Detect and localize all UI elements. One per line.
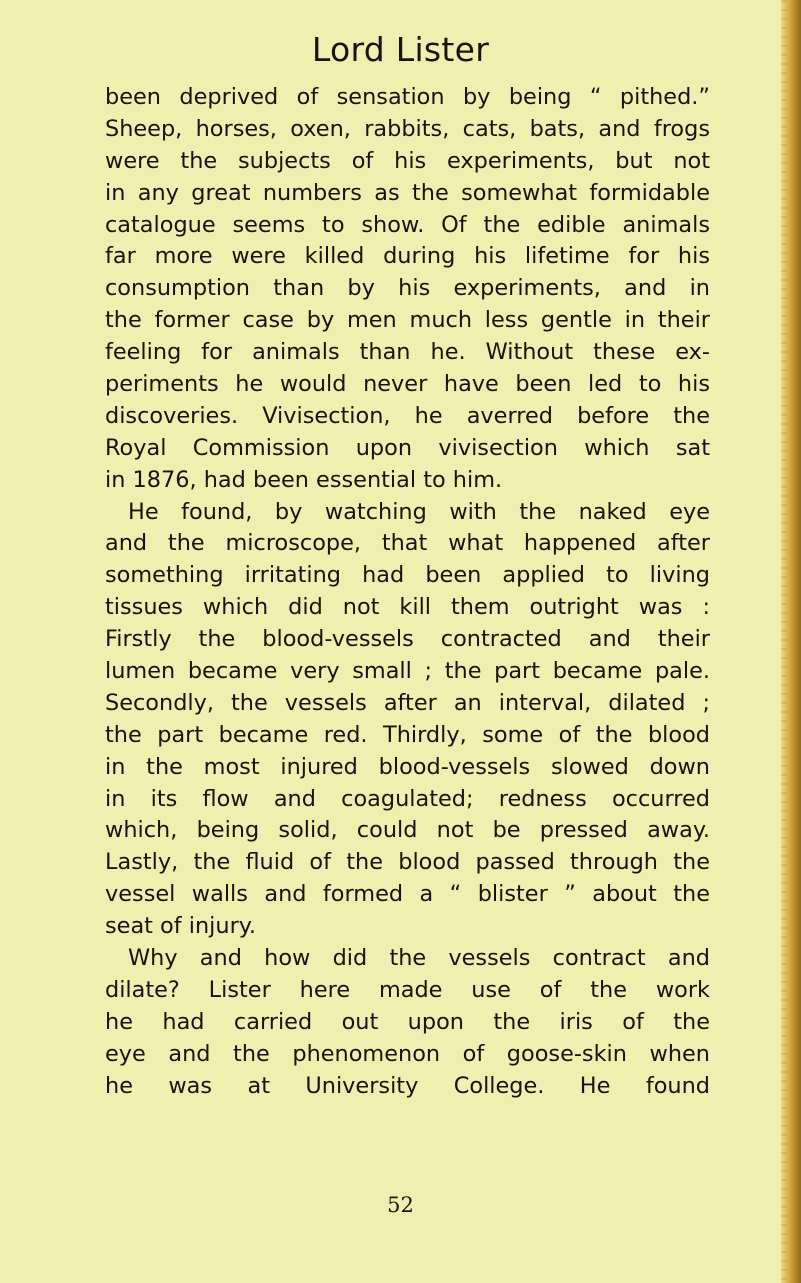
text-line: in the most injured blood-vessels slowed down — [105, 753, 710, 780]
text-line: Royal Commission upon vivisection which sat — [105, 434, 710, 461]
text-line: were the subjects of his experiments, but not — [105, 147, 710, 174]
text-line: in any great numbers as the somewhat formidable — [105, 179, 710, 206]
text-line: and the microscope, that what happened after — [105, 530, 710, 557]
text-line: in 1876, had been essential to him. — [105, 466, 503, 493]
text-line: the part became red. Thirdly, some of the blood — [105, 721, 710, 748]
body-text — [105, 82, 710, 1103]
text-line: periments he would never have been led to his — [105, 371, 710, 398]
text-line: seat of injury. — [105, 913, 256, 940]
text-line: He found, by watching with the naked eye — [128, 498, 710, 525]
text-line: Sheep, horses, oxen, rabbits, cats, bats, and frogs — [105, 115, 710, 142]
text-line: far more were killed during his lifetime for his — [105, 243, 710, 270]
text-line: dilate? Lister here made use of the work — [105, 976, 710, 1003]
text-line: tissues which did not kill them outright was : — [105, 594, 710, 621]
text-line: something irritating had been applied to living — [105, 562, 710, 589]
page-edge-gilt — [781, 0, 801, 1283]
text-line: lumen became very small ; the part became pale. — [105, 658, 710, 685]
text-line: been deprived of sensation by being “ pithed.” — [105, 84, 710, 110]
text-line: he had carried out upon the iris of the — [105, 1008, 710, 1035]
text-line: in its flow and coagulated; redness occurred — [105, 785, 710, 812]
text-line: which, being solid, could not be pressed away. — [105, 817, 710, 844]
text-line: Secondly, the vessels after an interval, dilated ; — [105, 689, 710, 716]
page-number: 52 — [387, 1193, 414, 1217]
text-line: feeling for animals than he. Without these ex- — [105, 339, 710, 366]
text-line: he was at University College. He found — [105, 1072, 710, 1099]
text-line: the former case by men much less gentle in their — [105, 307, 710, 334]
text-line: catalogue seems to show. Of the edible animals — [105, 211, 710, 238]
text-line: Why and how did the vessels contract and — [128, 945, 710, 972]
text-line: Lastly, the fluid of the blood passed through the — [105, 849, 710, 876]
text-line: vessel walls and formed a “ blister ” about the — [105, 881, 710, 908]
text-line: eye and the phenomenon of goose-skin when — [105, 1040, 710, 1067]
running-head: Lord Lister — [311, 30, 490, 69]
text-line: Firstly the blood-vessels contracted and their — [105, 626, 710, 653]
text-line: consumption than by his experiments, and in — [105, 275, 710, 302]
text-line: discoveries. Vivisection, he averred before the — [105, 402, 710, 429]
